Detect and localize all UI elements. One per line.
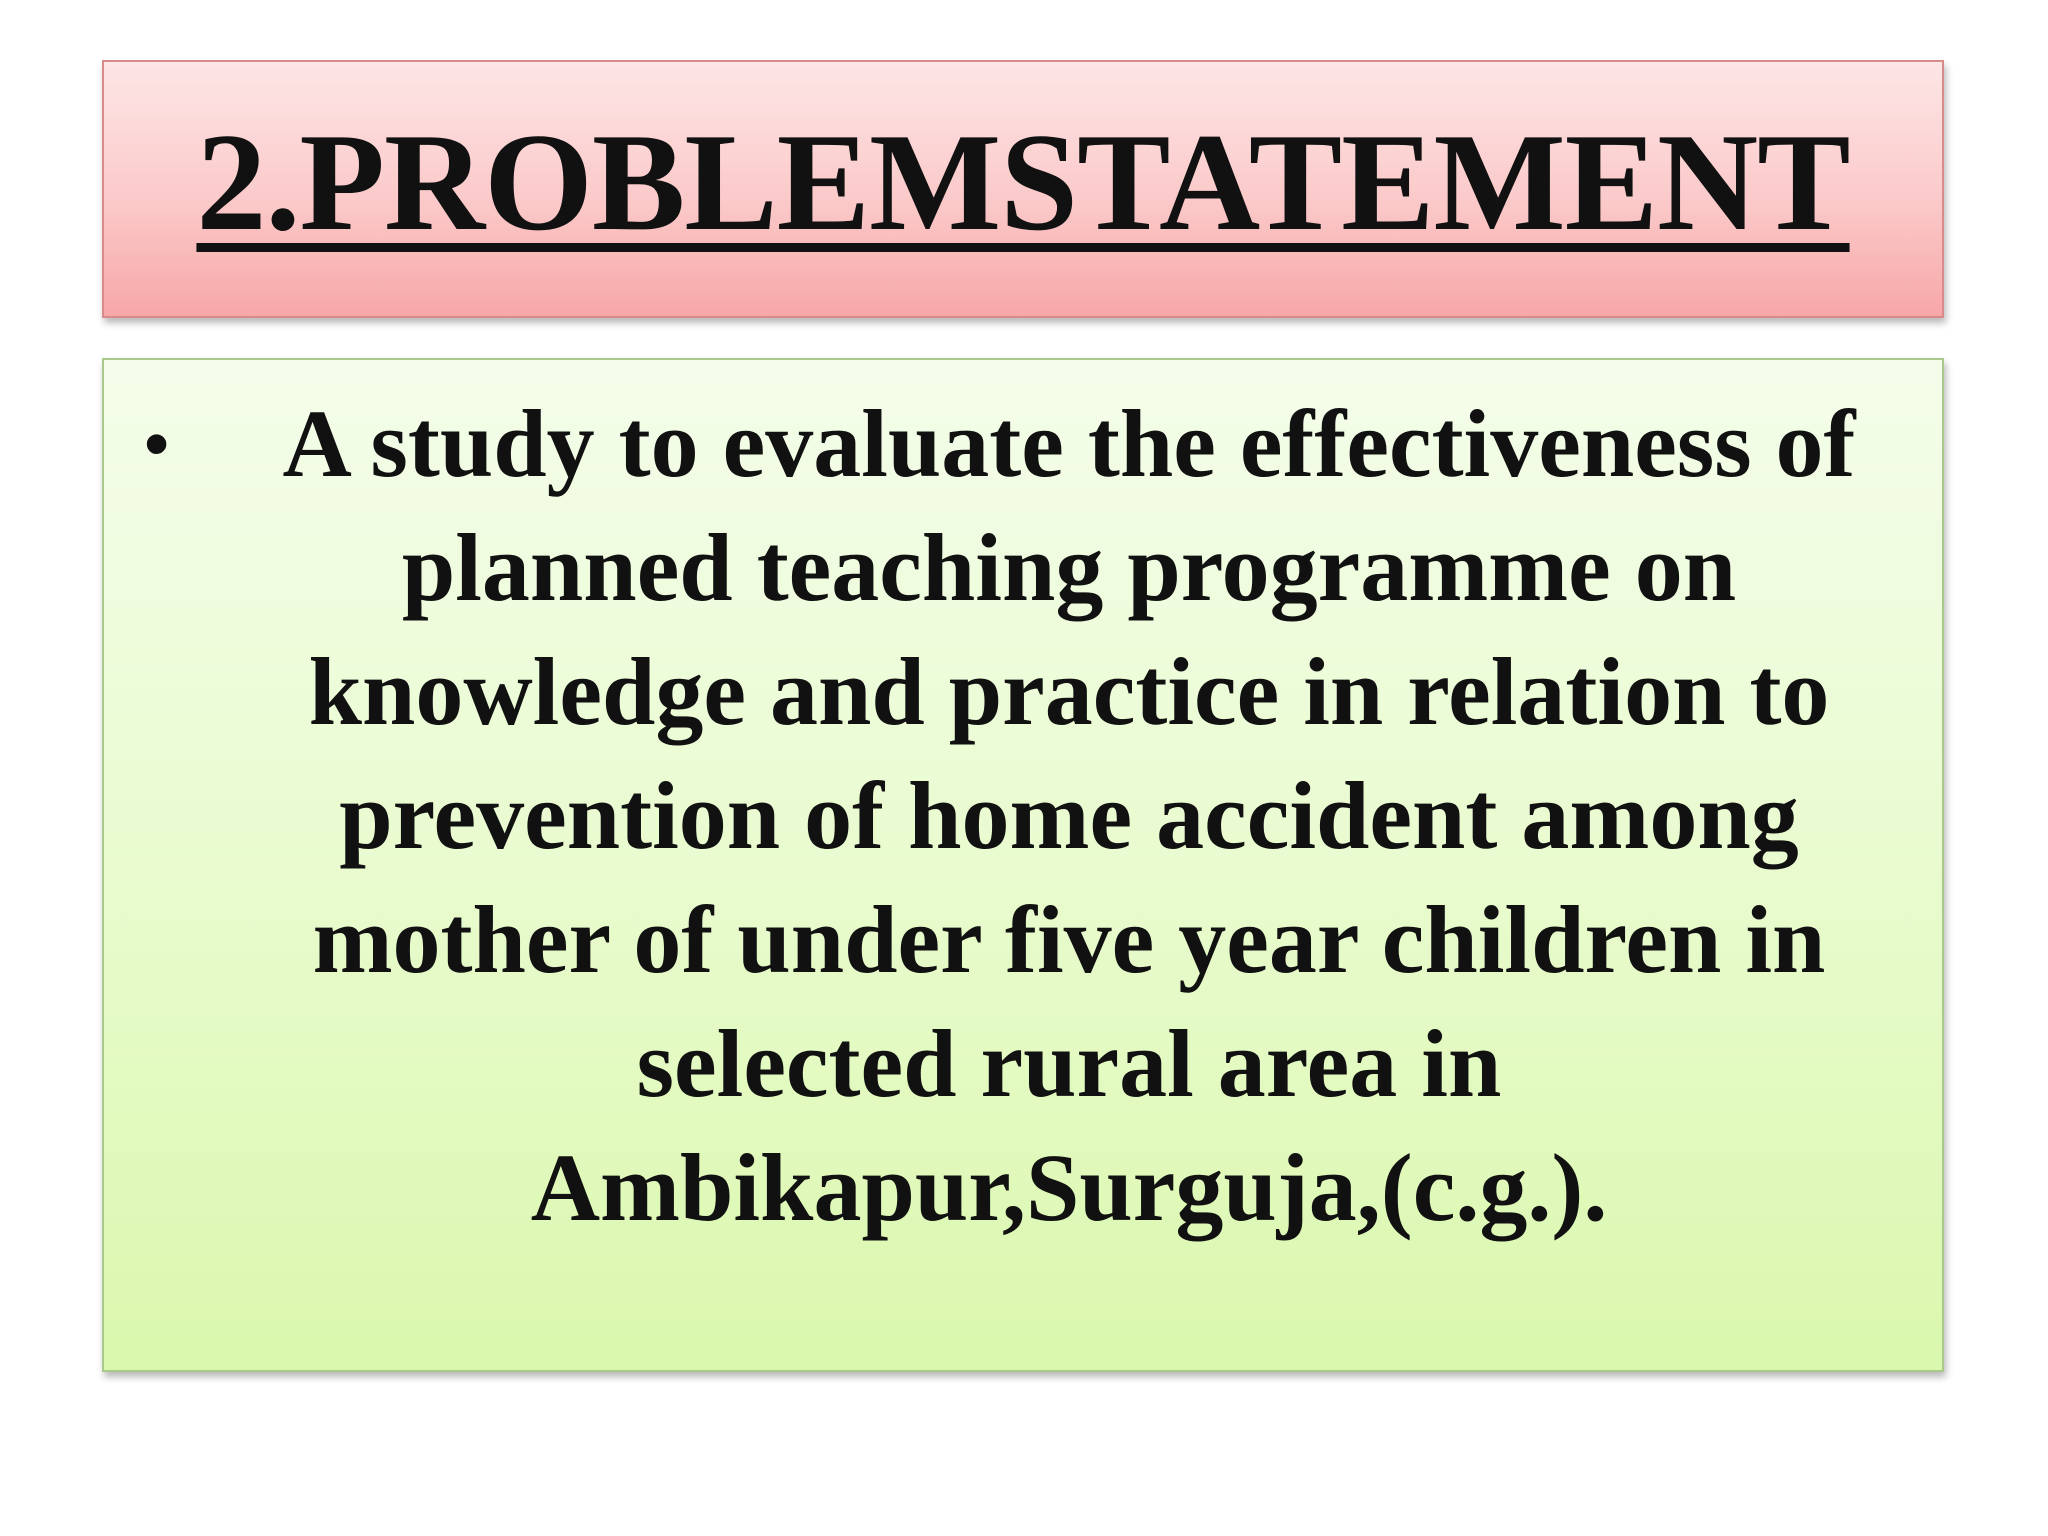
title-box — [102, 60, 1944, 318]
content-box — [102, 358, 1944, 1372]
bullet-dot-icon: • — [144, 404, 170, 484]
slide-title: 2.PROBLEMSTATEMENT — [196, 105, 1850, 260]
bullet-item — [144, 382, 1924, 1250]
bullet-text: A study to evaluate the effectiveness of planned teaching programme on knowledge and practice in relation to prevention of home accident among mother of under five year children in selected rural area in Ambikapur,Surguja,(c.g.). — [282, 390, 1856, 1241]
